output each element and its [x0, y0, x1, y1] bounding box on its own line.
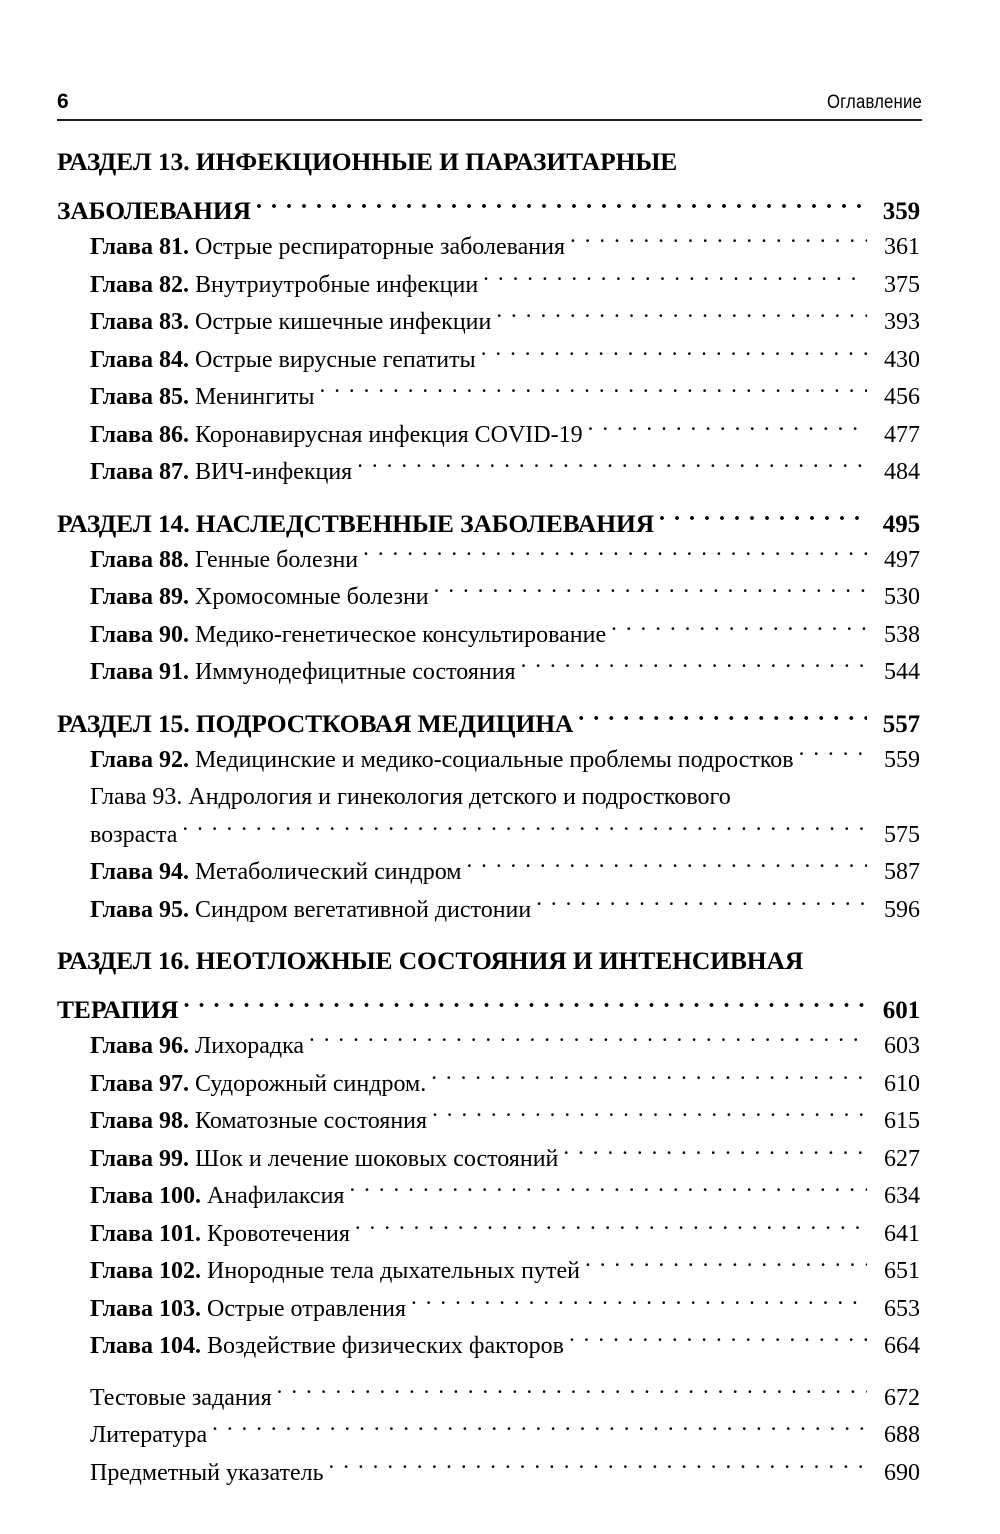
section-heading-row[interactable] [57, 193, 920, 229]
chapter-text [90, 1328, 564, 1366]
leader-dots [496, 305, 867, 329]
leader-dots [434, 580, 867, 604]
chapter-text [90, 229, 565, 267]
chapter-text [90, 267, 478, 305]
chapter-title: Шок и лечение шоковых состояний [195, 1145, 559, 1172]
chapter-label: Глава 97. [90, 1070, 195, 1097]
chapter-row[interactable] [57, 542, 920, 580]
chapter-title: Острые респираторные заболевания [195, 234, 566, 260]
chapter-page-number: 375 [884, 271, 920, 298]
section-heading-text: ЗАБОЛЕВАНИЯ [57, 196, 251, 225]
chapter-row[interactable] [57, 617, 920, 655]
leader-dots [320, 380, 867, 404]
chapter-row[interactable] [57, 579, 920, 617]
chapter-label: Глава 91. [90, 659, 195, 685]
chapter-text [90, 617, 606, 655]
chapter-text [90, 1066, 426, 1104]
chapter-title: Хромосомные болезни [195, 584, 429, 610]
chapter-page-number: 610 [884, 1070, 920, 1097]
chapter-label: Глава 92. [90, 746, 195, 773]
backmatter-row[interactable] [57, 1380, 920, 1418]
chapter-title: Острые кишечные инфекции [195, 309, 492, 335]
chapter-title: Судорожный синдром. [195, 1070, 427, 1097]
chapter-text [90, 542, 358, 580]
leader-dots [184, 993, 868, 1019]
chapter-page-number: 484 [884, 459, 920, 485]
chapter-title: Иммунодефицитные состояния [195, 659, 516, 685]
chapter-text [90, 892, 531, 930]
backmatter-page-number: 690 [884, 1459, 920, 1486]
leader-dots [585, 1254, 867, 1278]
leader-dots [411, 1292, 867, 1316]
chapter-text [90, 854, 461, 892]
chapter-row[interactable] [57, 1291, 920, 1329]
chapter-title: Острые отравления [207, 1295, 407, 1322]
chapter-text [90, 1178, 344, 1216]
chapter-label: Глава 84. [90, 346, 195, 373]
backmatter-title: Литература [90, 1422, 208, 1448]
chapter-label: Глава 93. [90, 784, 189, 810]
chapter-text [90, 1291, 406, 1329]
leader-dots [578, 706, 867, 732]
chapter-label: Глава 95. [90, 896, 195, 923]
chapter-title: Воздействие физических факторов [207, 1333, 564, 1359]
chapter-title: Кровотечения [207, 1220, 350, 1247]
chapter-text [90, 379, 315, 417]
section-heading-text: РАЗДЕЛ 14. НАСЛЕДСТВЕННЫЕ ЗАБОЛЕВАНИЯ [57, 508, 655, 538]
chapter-title: ВИЧ-инфекция [195, 459, 353, 485]
section-page-number: 601 [882, 997, 920, 1024]
chapter-page-number: 544 [884, 659, 920, 685]
chapter-text [90, 1216, 350, 1254]
chapter-row[interactable] [57, 654, 920, 692]
chapter-row[interactable] [57, 304, 920, 342]
chapter-text [90, 579, 429, 617]
chapter-label: Глава 100. [90, 1183, 207, 1209]
chapter-label: Глава 88. [90, 546, 195, 573]
leader-dots [588, 418, 867, 442]
chapter-page-number: 641 [884, 1220, 920, 1247]
chapter-row[interactable] [57, 1066, 920, 1104]
chapter-label: Глава 85. [90, 384, 195, 410]
chapter-label: Глава 98. [90, 1108, 195, 1134]
chapter-label: Глава 87. [90, 459, 195, 485]
leader-dots [466, 855, 867, 879]
chapter-label: Глава 81. [90, 234, 195, 260]
chapter-title: Медико-генетическое консультирование [195, 621, 607, 648]
chapter-label: Глава 103. [90, 1295, 207, 1322]
chapter-page-number: 430 [884, 346, 920, 373]
leader-dots [611, 618, 867, 642]
chapter-row[interactable] [57, 1253, 920, 1291]
chapter-label: Глава 82. [90, 271, 195, 298]
chapter-page-number: 538 [884, 621, 920, 648]
chapter-title: Метаболический синдром [195, 859, 462, 885]
toc-section [57, 506, 920, 692]
chapter-title: Внутриутробные инфекции [195, 271, 479, 298]
chapter-text [90, 654, 516, 692]
chapter-text [90, 1141, 558, 1179]
section-heading-line: РАЗДЕЛ 16. НЕОТЛОЖНЫЕ СОСТОЯНИЯ И ИНТЕНСИВНАЯ [57, 946, 804, 975]
section-heading-text: ТЕРАПИЯ [57, 995, 179, 1024]
chapter-title: Синдром вегетативной дистонии [195, 896, 532, 923]
section-heading-row[interactable] [57, 706, 920, 742]
chapter-row[interactable] [57, 854, 920, 892]
chapter-row[interactable] [57, 1103, 920, 1141]
chapter-title: Генные болезни [195, 546, 359, 573]
chapter-label: Глава 89. [90, 584, 195, 610]
chapter-page-number: 651 [884, 1258, 920, 1284]
chapter-text [90, 1028, 304, 1066]
chapter-text [90, 342, 476, 380]
chapter-label: Глава 83. [90, 309, 195, 335]
chapter-text [90, 454, 352, 492]
leader-dots [570, 230, 867, 254]
leader-dots [563, 1142, 867, 1166]
chapter-page-number: 634 [884, 1183, 920, 1209]
chapter-title: Анафилаксия [207, 1183, 345, 1209]
backmatter-row[interactable] [57, 1455, 920, 1493]
leader-dots [521, 655, 867, 679]
section-heading-text: РАЗДЕЛ 15. ПОДРОСТКОВАЯ МЕДИЦИНА [57, 708, 574, 738]
chapter-row[interactable] [57, 1028, 920, 1066]
chapter-page-number: 559 [884, 746, 920, 773]
chapter-row[interactable] [57, 1178, 920, 1216]
chapter-page-number: 530 [884, 584, 920, 610]
toc-section [57, 706, 920, 930]
section-heading-row[interactable] [57, 992, 920, 1028]
chapter-row[interactable] [57, 267, 920, 305]
chapter-title: Коматозные состояния [195, 1108, 428, 1134]
section-page-number: 557 [882, 710, 920, 738]
chapter-label: Глава 90. [90, 621, 195, 648]
backmatter-page-number: 688 [884, 1422, 920, 1448]
leader-dots [363, 543, 867, 567]
chapter-label: Глава 102. [90, 1258, 207, 1284]
chapter-page-number: 477 [884, 421, 920, 448]
leader-dots [212, 1418, 867, 1442]
chapter-title: Инородные тела дыхательных путей [207, 1258, 580, 1284]
chapter-page-number: 456 [884, 384, 920, 410]
leader-dots [483, 268, 867, 292]
leader-dots [481, 343, 867, 367]
chapter-page-number: 575 [884, 821, 920, 848]
chapter-label: Глава 99. [90, 1145, 195, 1172]
chapter-text [90, 1103, 427, 1141]
chapter-page-number: 497 [884, 546, 920, 573]
chapter-text [90, 304, 491, 342]
leader-dots [309, 1029, 867, 1053]
leader-dots [329, 1456, 867, 1480]
page-number: 6 [57, 90, 69, 113]
chapter-row[interactable] [57, 1141, 920, 1179]
chapter-page-number: 596 [884, 896, 920, 923]
leader-dots [355, 1217, 867, 1241]
chapter-page-number: 627 [884, 1145, 920, 1172]
chapter-page-number: 361 [884, 234, 920, 260]
chapter-page-number: 615 [884, 1108, 920, 1134]
chapter-text [90, 1253, 580, 1291]
chapter-label: Глава 101. [90, 1220, 207, 1247]
toc-section [57, 144, 920, 492]
chapter-label: Глава 96. [90, 1033, 195, 1059]
leader-dots [432, 1104, 867, 1128]
chapter-title: Острые вирусные гепатиты [195, 346, 476, 373]
toc-section [57, 943, 920, 1366]
chapter-page-number: 653 [884, 1295, 920, 1322]
backmatter-title: Предметный указатель [90, 1459, 324, 1486]
chapter-row[interactable] [57, 1216, 920, 1254]
leader-dots [256, 194, 867, 220]
chapter-text [90, 742, 794, 780]
section-heading-row[interactable] [57, 506, 920, 542]
chapter-label: Глава 94. [90, 859, 195, 885]
chapter-page-number: 393 [884, 309, 920, 335]
leader-dots [349, 1179, 867, 1203]
chapter-page-number: 664 [884, 1333, 920, 1359]
chapter-title-continuation: возраста [90, 821, 178, 848]
leader-dots [799, 743, 867, 767]
chapter-title: Менингиты [195, 384, 315, 410]
chapter-title: Лихорадка [195, 1033, 305, 1059]
running-head [57, 78, 922, 112]
chapter-first-line[interactable] [57, 779, 920, 817]
section-heading-line: РАЗДЕЛ 13. ИНФЕКЦИОННЫЕ И ПАРАЗИТАРНЫЕ [57, 147, 678, 176]
backmatter-page-number: 672 [884, 1384, 920, 1411]
chapter-row[interactable] [57, 892, 920, 930]
header-rule [57, 119, 922, 121]
leader-dots [182, 818, 867, 842]
chapter-label: Глава 104. [90, 1333, 207, 1359]
chapter-row[interactable] [57, 229, 920, 267]
chapter-row[interactable] [57, 342, 920, 380]
chapter-title: Андрология и гинекология детского и подросткового [188, 784, 731, 810]
backmatter-title: Тестовые задания [90, 1384, 272, 1411]
chapter-row[interactable] [57, 379, 920, 417]
chapter-page-number: 603 [884, 1033, 920, 1059]
chapter-row[interactable] [57, 742, 920, 780]
leader-dots [277, 1381, 867, 1405]
leader-dots [431, 1067, 867, 1091]
chapter-row[interactable] [57, 1328, 920, 1366]
leader-dots [569, 1329, 867, 1353]
chapter-title: Коронавирусная инфекция COVID-19 [195, 421, 583, 448]
chapter-title: Медицинские и медико-социальные проблемы подростков [195, 746, 794, 773]
backmatter-list [57, 1380, 920, 1493]
running-head-title: Оглавление [827, 92, 922, 113]
leader-dots [357, 455, 867, 479]
table-of-contents [57, 144, 920, 1492]
leader-dots [536, 893, 867, 917]
backmatter-row[interactable] [57, 1417, 920, 1455]
chapter-continuation-row[interactable] [57, 817, 920, 855]
section-page-number: 495 [882, 510, 920, 538]
chapter-label: Глава 86. [90, 421, 195, 448]
chapter-row[interactable] [57, 417, 920, 455]
chapter-text [90, 417, 583, 455]
leader-dots [659, 506, 867, 532]
chapter-page-number: 587 [884, 859, 920, 885]
chapter-row[interactable] [57, 454, 920, 492]
section-page-number: 359 [882, 198, 920, 225]
